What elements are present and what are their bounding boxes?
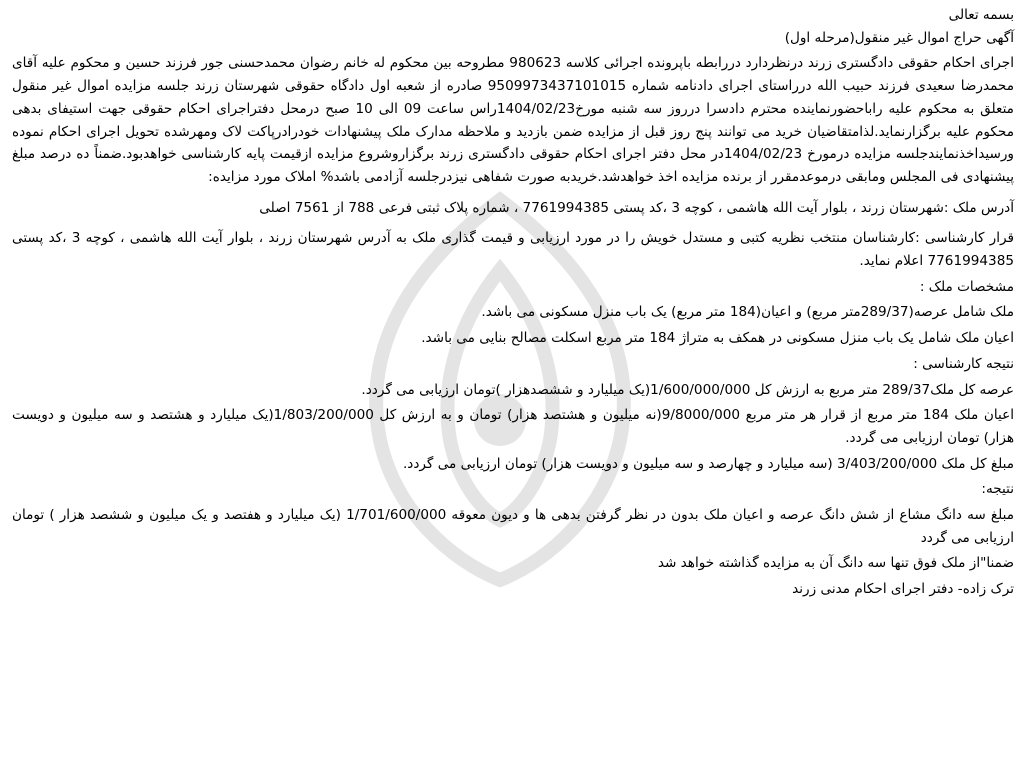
building-value-paragraph: اعیان ملک 184 متر مربع از قرار هر متر مربع 9/8000/000(نه میلیون و هشتصد هزار) تومان و به ارزش کل 1/803/200/000(یک میلیارد و هشتصد و سه میلیون و دویست هزار) تومان ارزیابی می گردد. bbox=[12, 407, 1014, 446]
specs-heading: مشخصات ملک : bbox=[919, 278, 1014, 295]
note-line: ضمنا"از ملک فوق تنها سه دانگ آن به مزایده گذاشته خواهد شد bbox=[657, 555, 1014, 572]
document-title: آگهی حراج اموال غیر منقول(مرحله اول) bbox=[784, 29, 1014, 46]
result-heading: نتیجه کارشناسی : bbox=[913, 355, 1014, 372]
intro-paragraph: اجرای احکام حقوقی دادگستری زرند درنظردارد دررابطه باپرونده اجرائی کلاسه 980623 مطروحه بین محکوم له خانم رضوان محمدحسنی جور فرزند حسین و محکوم علیه آقای محمدرضا سعیدی فرزند حبیب الله درراستای اجرای دادنامه شماره 9509973437101015 صادره از شعبه اول دادگاه حقوقی شهرستان زرند جلسه مزایده اموال غیر منقول متعلق به محکوم علیه راباحضورنماینده محترم دادسرا درروز سه شنبه مورخ1404/02/23راس ساعت 09 الی 10 صبح درمحل دفتراجرای احکام حقوقی جهت استیفای بدهی محکوم علیه برگزارنماید.لذامتقاضیان خرید می توانند پنج روز قبل از مزایده ضمن بازدید و ملاحظه مدارک ملک پیشنهادات خودرادرپاکت لاک ومهرشده تحویل اجرای احکام نموده ورسیداخذنمایندجلسه مزایده درمورخ 1404/02/23در محل دفتر اجرای احکام حقوقی دادگستری زرند برگزاروشروع مزایده ازقیمت پایه کارشناسی خواهدبود.ضمناً ده درصد مبلغ پیشنهادی فی المجلس ومابقی درموعدمقرر از برنده مزایده اخذ خواهدشد.خریدبه صورت شفاهی نیزدرجلسه آزادمی باشد% املاک مورد مزایده: bbox=[12, 55, 1014, 185]
conclusion-paragraph: مبلغ سه دانگ مشاع از شش دانگ عرصه و اعیان ملک بدون در نظر گرفتن بدهی ها و دیون معوقه 1/701/600/000 (یک میلیارد و هفتصد و یک میلیون و ششصد هزار ) تومان ارزیابی می گردد bbox=[12, 507, 1015, 546]
expert-decision-paragraph: قرار کارشناسی :کارشناسان منتخب نظریه کتبی و مستدل خویش را در مورد ارزیابی و قیمت گذاری ملک به آدرس شهرستان زرند ، بلوار آیت الله هاشمی ، کوچه 3 ،کد پستی 7761994385 اعلام نماید. bbox=[12, 230, 1015, 270]
conclusion-heading: نتیجه: bbox=[981, 481, 1014, 498]
land-value-line: عرصه کل ملک289/37 متر مربع به ارزش کل 1/600/000/000(یک میلیارد و ششصدهزار )تومان ارزیابی می گردد. bbox=[361, 381, 1014, 398]
property-address: آدرس ملک :شهرستان زرند ، بلوار آیت الله هاشمی ، کوچه 3 ،کد پستی 7761994385 ، شماره پلاک ثبتی فرعی 788 از 7561 اصلی bbox=[259, 199, 1014, 216]
specs-line-1: ملک شامل عرصه(289/37متر مربع) و اعیان(184 متر مربع) یک باب منزل مسکونی می باشد. bbox=[481, 304, 1014, 321]
signature-line: ترک زاده- دفتر اجرای احکام مدنی زرند bbox=[792, 581, 1014, 598]
total-value-line: مبلغ کل ملک 3/403/200/000 (سه میلیارد و چهارصد و سه میلیون و دویست هزار) تومان ارزیابی می گردد. bbox=[402, 455, 1014, 472]
invocation-text: بسمه تعالی bbox=[948, 7, 1014, 23]
specs-line-2: اعیان ملک شامل یک باب منزل مسکونی در همکف به متراژ 184 متر مربع اسکلت مصالح بنایی می باشد. bbox=[421, 330, 1014, 347]
